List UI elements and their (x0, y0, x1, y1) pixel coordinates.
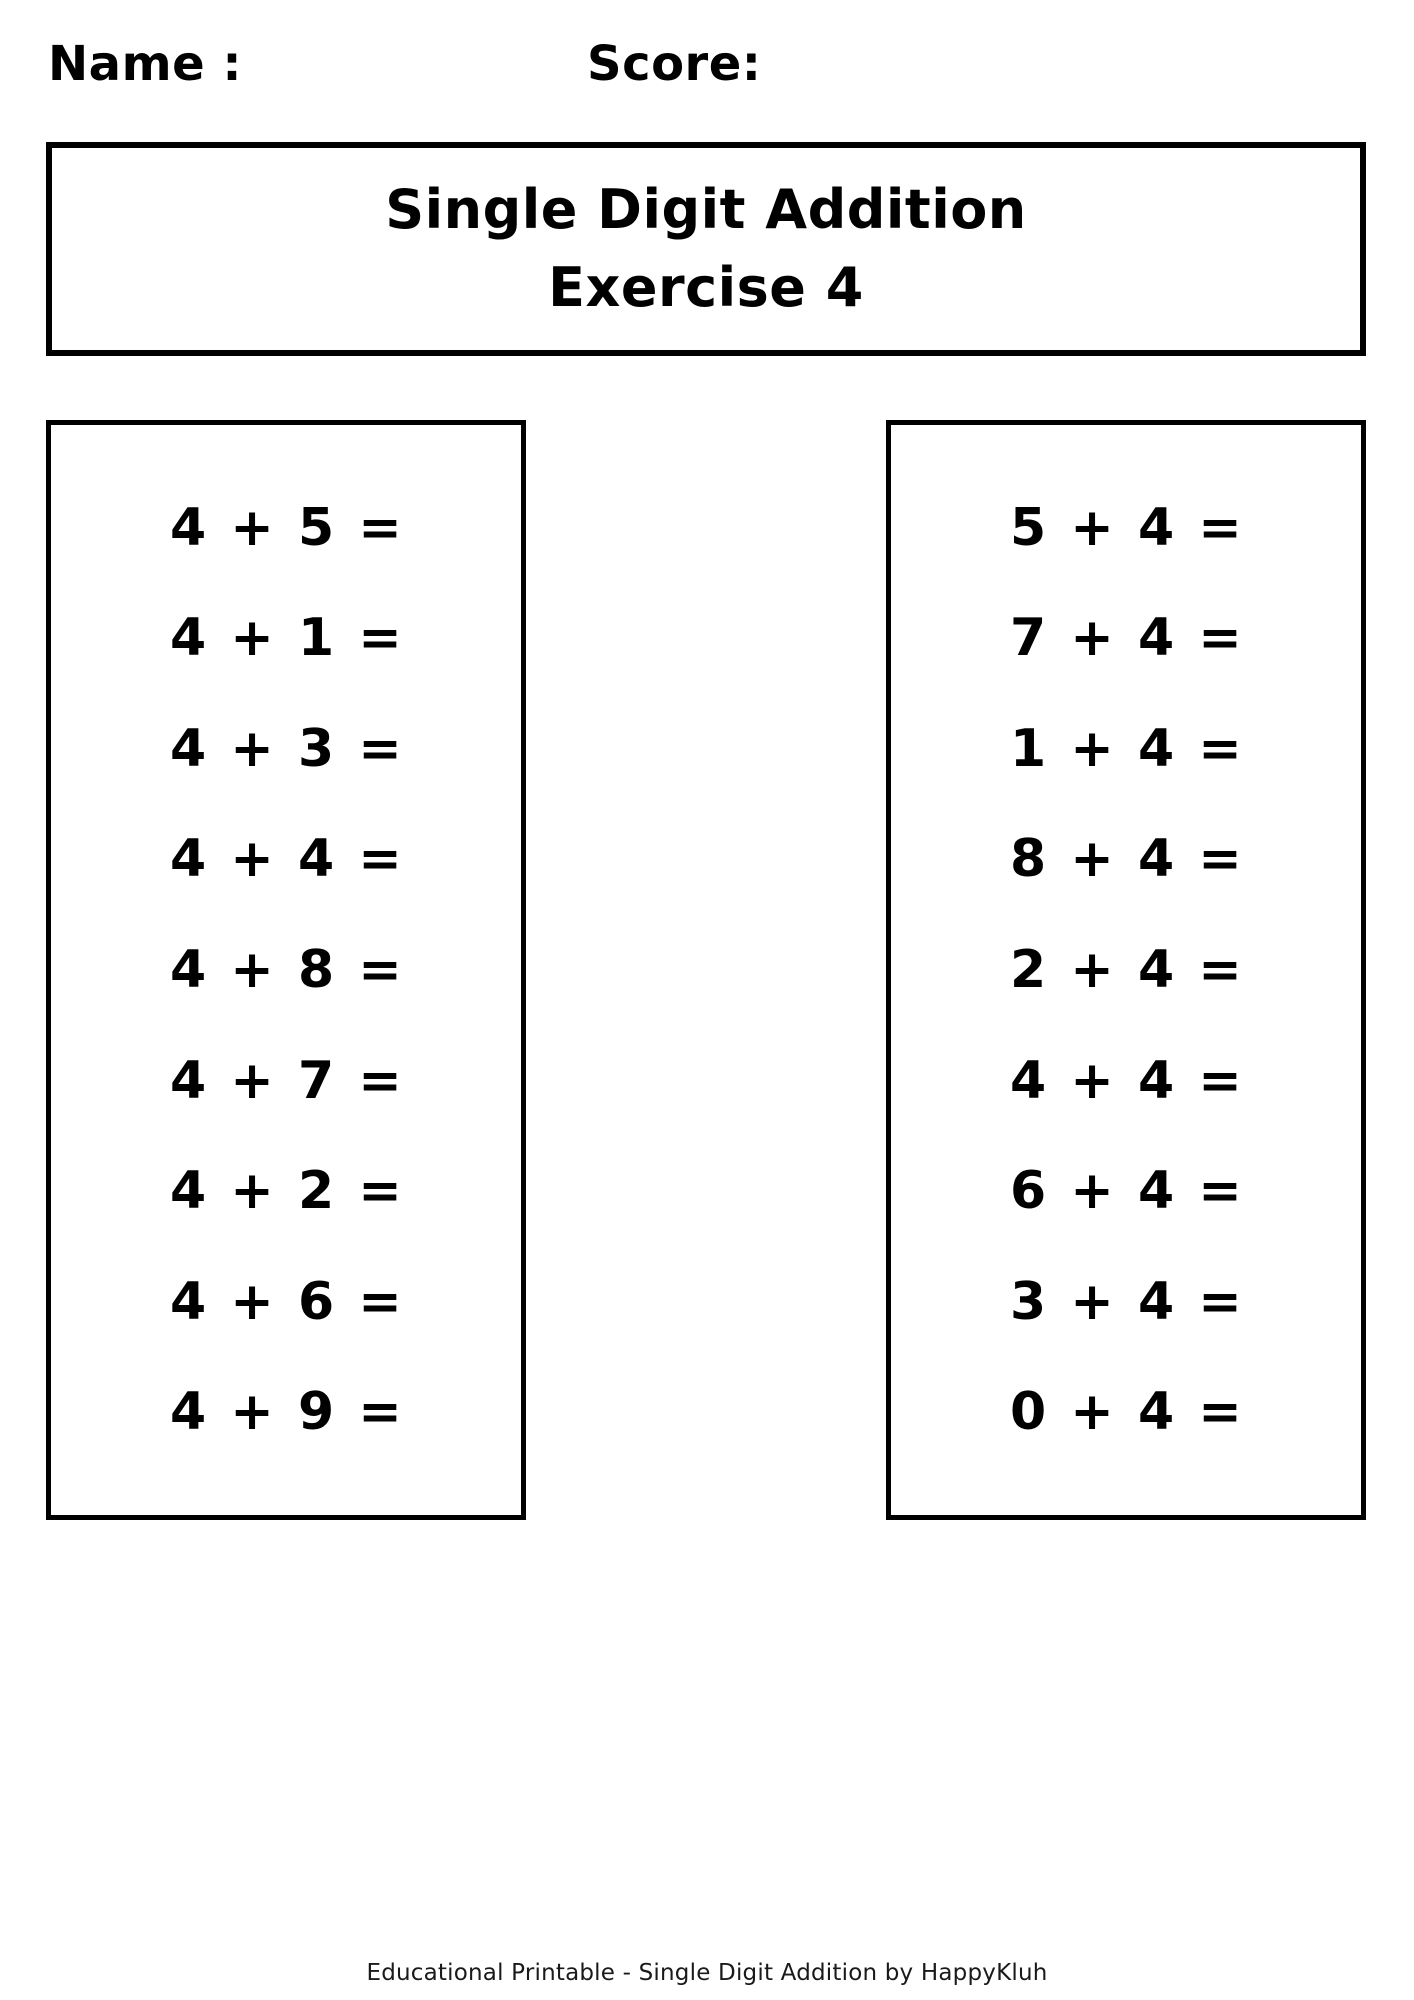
problem-column-left (46, 420, 526, 1520)
problem-columns (46, 420, 1366, 1520)
name-field-label: Name : (48, 36, 243, 92)
problem-item: 2 + 4 = (1010, 939, 1245, 1000)
problem-item: 8 + 4 = (1010, 829, 1245, 890)
problem-item: 1 + 4 = (1010, 718, 1245, 779)
problem-item: 0 + 4 = (1010, 1382, 1245, 1443)
problem-item: 3 + 4 = (1010, 1271, 1245, 1332)
problem-item: 4 + 3 = (170, 718, 405, 779)
problem-item: 6 + 4 = (1010, 1161, 1245, 1222)
problem-item: 4 + 2 = (170, 1161, 405, 1222)
problem-item: 7 + 4 = (1010, 608, 1245, 669)
problem-item: 4 + 5 = (170, 497, 405, 558)
worksheet-title-line-2: Exercise 4 (548, 256, 864, 319)
problem-item: 4 + 6 = (170, 1271, 405, 1332)
worksheet-header (48, 36, 1366, 120)
worksheet-title-line-1: Single Digit Addition (385, 177, 1027, 241)
problem-item: 4 + 4 = (170, 829, 405, 890)
problem-item: 4 + 4 = (1010, 1050, 1245, 1111)
problem-item: 4 + 1 = (170, 608, 405, 669)
title-box (46, 142, 1366, 356)
problem-item: 4 + 9 = (170, 1382, 405, 1443)
problem-item: 4 + 7 = (170, 1050, 405, 1111)
score-field-label: Score: (587, 36, 762, 92)
problem-item: 4 + 8 = (170, 939, 405, 1000)
problem-column-right (886, 420, 1366, 1520)
footer-credit: Educational Printable - Single Digit Addition by HappyKluh (366, 1960, 1048, 1986)
problem-item: 5 + 4 = (1010, 497, 1245, 558)
